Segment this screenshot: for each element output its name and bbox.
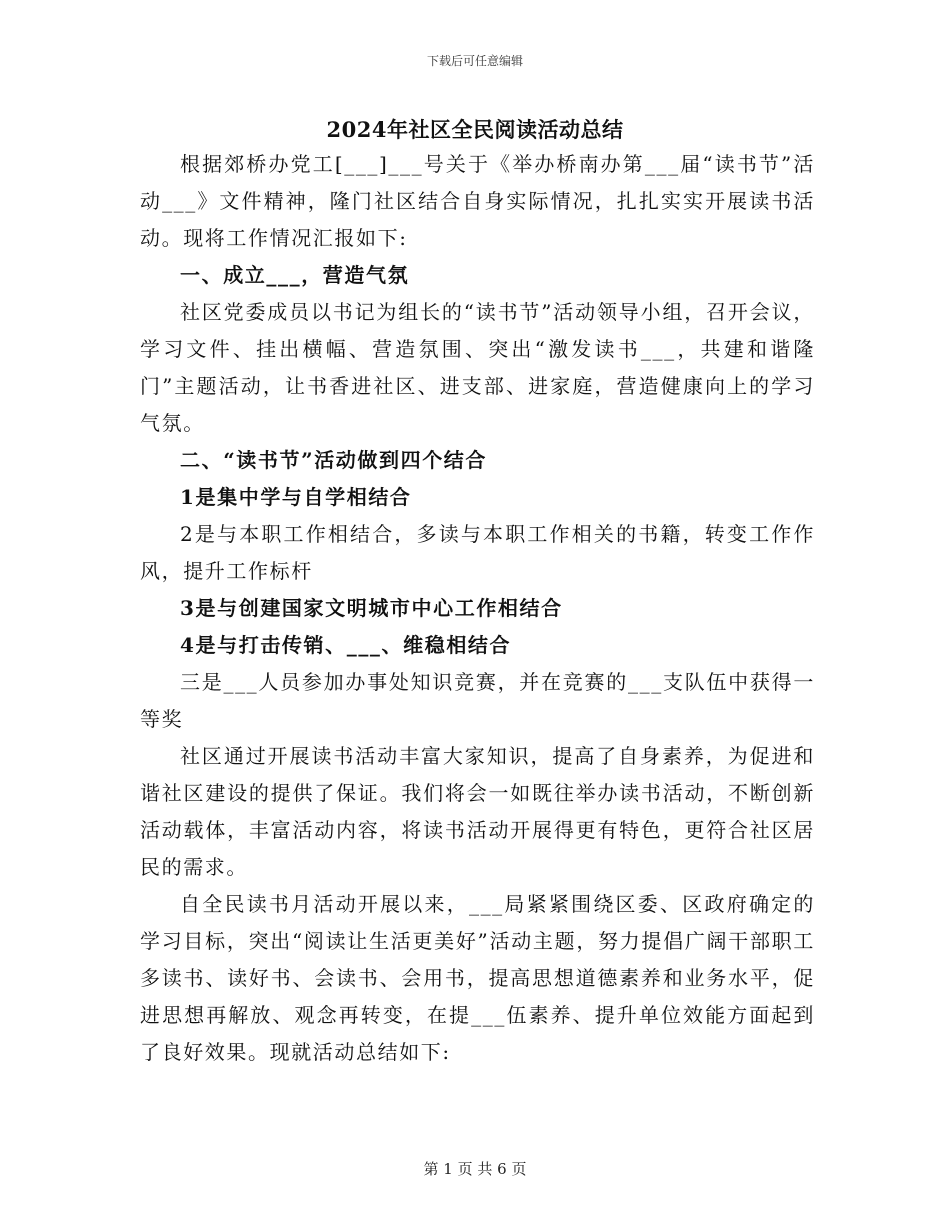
page-number: 第 1 页 共 6 页 bbox=[423, 1160, 527, 1178]
combination-item-4: 4是与打击传销、___、维稳相结合 bbox=[180, 633, 512, 657]
combination-item-1: 1是集中学与自学相结合 bbox=[180, 485, 412, 509]
paragraph-competition: 三是___人员参加办事处知识竞赛，并在竞赛的___支队伍中获得一等奖 bbox=[140, 670, 815, 731]
page-header-note: 下载后可任意编辑 bbox=[426, 54, 523, 68]
document-body bbox=[140, 146, 815, 1071]
paragraph-summary: 社区通过开展读书活动丰富大家知识，提高了自身素养，为促进和谐社区建设的提供了保证。我们将会一如既往举办读书活动，不断创新活动载体，丰富活动内容，将读书活动开展得更有特色，更符合社区居民的需求。 bbox=[140, 744, 815, 879]
paragraph-section-1: 社区党委成员以书记为组长的“读书节”活动领导小组，召开会议，学习文件、挂出横幅、营造氛围、突出“激发读书___，共建和谐隆门”主题活动，让书香进社区、进支部、进家庭，营造健康向上的学习气氛。 bbox=[140, 300, 815, 435]
section-heading-2: 二、“读书节”活动做到四个结合 bbox=[180, 448, 488, 472]
paragraph-intro: 根据郊桥办党工[___]___号关于《举办桥南办第___届“读书节”活动___》文件精神，隆门社区结合自身实际情况，扎扎实实开展读书活动。现将工作情况汇报如下: bbox=[140, 152, 815, 250]
paragraph-reading-month: 自全民读书月活动开展以来，___局紧紧围绕区委、区政府确定的学习目标，突出“阅读让生活更美好”活动主题，努力提倡广阔干部职工多读书、读好书、会读书、会用书，提高思想道德素养和业务水平，促进思想再解放、观念再转变，在提___伍素养、提升单位效能方面起到了良好效果。现就活动总结如下: bbox=[140, 892, 815, 1064]
combination-item-3: 3是与创建国家文明城市中心工作相结合 bbox=[180, 596, 563, 620]
section-heading-1: 一、成立___，营造气氛 bbox=[180, 263, 410, 287]
document-title: 2024年社区全民阅读活动总结 bbox=[326, 117, 624, 142]
combination-item-2: 2是与本职工作相结合，多读与本职工作相关的书籍，转变工作作风，提升工作标杆 bbox=[140, 522, 815, 583]
